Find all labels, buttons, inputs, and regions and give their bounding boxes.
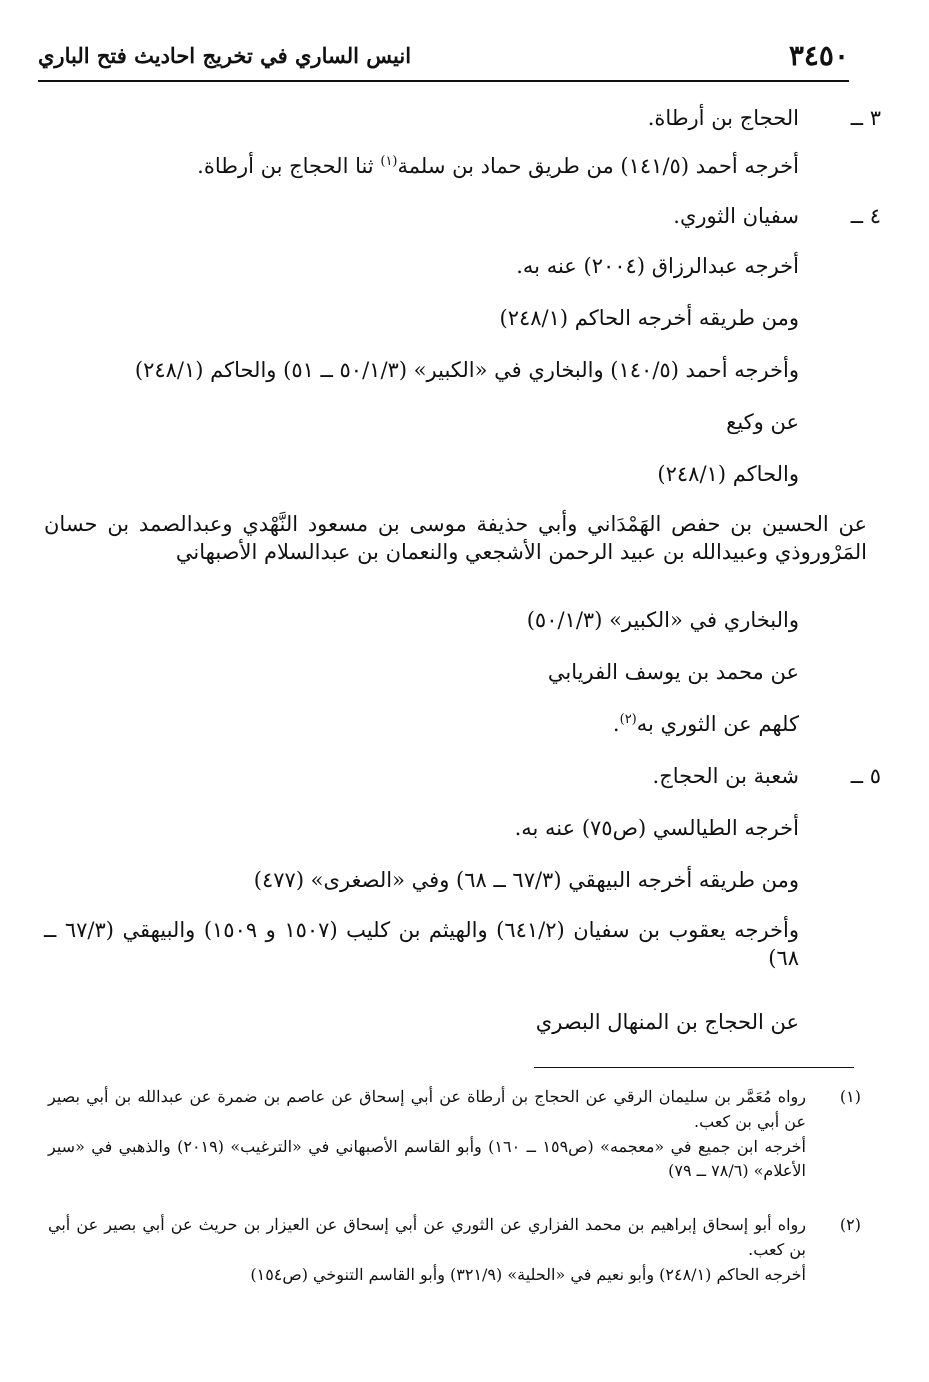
text-line — [613, 710, 799, 738]
text-line: عن الحجاج بن المنهال البصري — [535, 1010, 799, 1034]
entry-title: الحجاج بن أرطاة. — [647, 106, 799, 130]
text-paragraph: وأخرجه يعقوب بن سفيان (٦٤١/٢) والهيثم بن كليب (١٥٠٧ و ١٥٠٩) والبيهقي (٦٧/٣ ــ ٦٨) — [44, 918, 800, 971]
text-line: وأخرجه أحمد (١٤٠/٥) والبخاري في «الكبير» (٥٠/١/٣ ــ ٥١) والحاكم (٢٤٨/١) — [134, 358, 799, 382]
footnote-text: أخرجه الحاكم (٢٤٨/١) وأبو نعيم في «الحلية» (٣٢١/٩) وأبو القاسم التنوخي (ص١٥٤) — [250, 1264, 806, 1284]
text-segment: كلهم عن الثوري به — [636, 712, 799, 736]
footnote-number: (٢) — [839, 1215, 861, 1234]
footnote-text: رواه مُعَمَّر بن سليمان الرقي عن الحجاج بن أرطاة عن أبي إسحاق عن عاصم بن ضمرة عن عبدالله بن أبي بصير عن أبي بن كعب. — [48, 1087, 806, 1131]
text-paragraph: عن الحسين بن حفص الهَمْدَاني وأبي حذيفة موسى بن مسعود النَّهْدي وعبدالصمد بن حسان المَرْوروذي وعبيدالله بن عبيد الرحمن الأشجعي والنعمان بن عبدالسلام الأصبهاني — [44, 512, 867, 565]
text-line: أخرجه عبدالرزاق (٢٠٠٤) عنه به. — [516, 254, 799, 278]
entry-title: شعبة بن الحجاج. — [652, 764, 799, 788]
text-line: ومن طريقه أخرجه الحاكم (٢٤٨/١) — [499, 306, 799, 330]
running-title: انيس الساري في تخريج احاديث فتح الباري — [38, 42, 412, 68]
text-line: أخرجه الطيالسي (ص٧٥) عنه به. — [514, 816, 799, 840]
text-line — [197, 152, 799, 180]
footnote-number: (١) — [839, 1087, 861, 1106]
footnote-2 — [48, 1213, 861, 1287]
footnote-marker[interactable]: (١) — [380, 154, 398, 169]
entry-title: سفيان الثوري. — [673, 204, 799, 228]
text-segment: أخرجه أحمد (١٤١/٥) من طريق حماد بن سلمة — [397, 154, 799, 178]
footnote-divider — [534, 1067, 854, 1068]
text-line: والحاكم (٢٤٨/١) — [657, 462, 799, 486]
text-line: ومن طريقه أخرجه البيهقي (٦٧/٣ ــ ٦٨) وفي «الصغرى» (٤٧٧) — [253, 868, 799, 892]
page-number: ٣٤٥٠ — [788, 38, 849, 72]
text-line: عن محمد بن يوسف الفريابي — [547, 660, 799, 684]
footnote-text: أخرجه ابن جميع في «معجمه» (ص١٥٩ ــ ١٦٠) وأبو القاسم الأصبهاني في «الترغيب» (٢٠١٩) والذهبي في «سير الأعلام» (٧٨/٦ ــ ٧٩) — [48, 1136, 807, 1181]
entry-5 — [652, 762, 881, 790]
text-line: والبخاري في «الكبير» (٥٠/١/٣) — [526, 608, 799, 632]
footnote-marker[interactable]: (٢) — [619, 712, 637, 727]
entry-number: ٥ ــ — [850, 764, 881, 788]
entry-number: ٣ ــ — [850, 106, 881, 130]
entry-4 — [673, 202, 881, 230]
text-line: عن وكيع — [726, 410, 799, 434]
footnote-1 — [48, 1085, 861, 1184]
page-header — [38, 30, 849, 82]
entry-3 — [647, 104, 881, 132]
footnote-text: رواه أبو إسحاق إبراهيم بن محمد الفزاري عن الثوري عن أبي إسحاق عن العيزار بن حريث عن أبي بصير عن أبي بن كعب. — [48, 1215, 806, 1259]
text-segment: . — [612, 712, 620, 736]
entry-number: ٤ ــ — [850, 204, 881, 228]
text-segment: ثنا الحجاج بن أرطاة. — [197, 154, 374, 178]
